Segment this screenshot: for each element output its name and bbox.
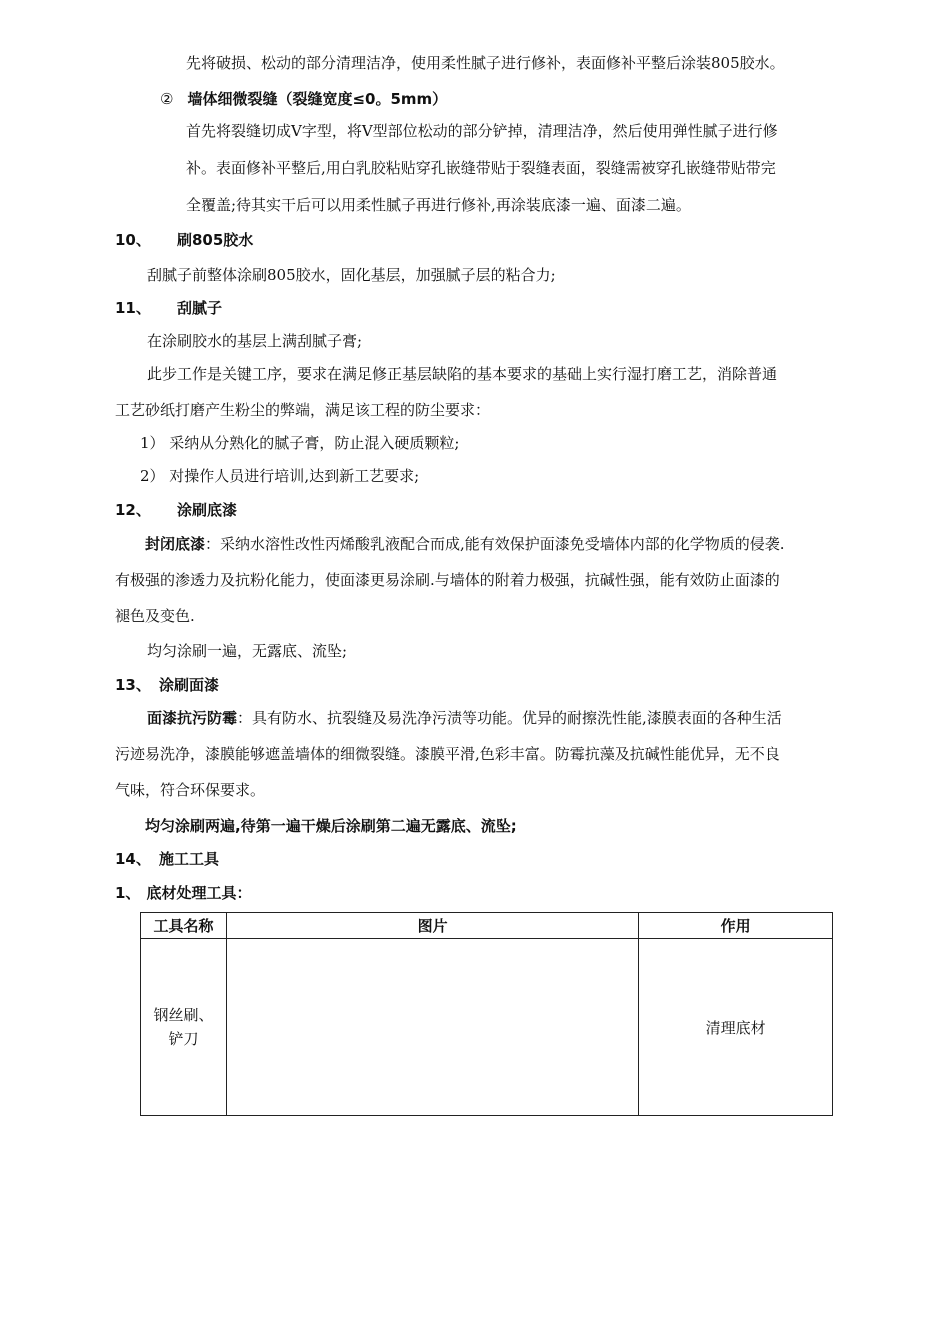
section-number: 11、: [115, 299, 151, 317]
paragraph-line: 均匀涂刷一遍，无露底、流坠;: [147, 642, 348, 660]
paragraph-line: 先将破损、松动的部分清理洁净，使用柔性腻子进行修补，表面修补平整后涂装805胶水。: [186, 54, 785, 72]
table-header-row: [141, 913, 833, 939]
section-heading-10: [115, 230, 253, 250]
paragraph-line: 补。表面修补平整后,用白乳胶粘贴穿孔嵌缝带贴于裂缝表面，裂缝需被穿孔嵌缝带贴带完: [186, 159, 776, 177]
circled-number: ②: [160, 90, 174, 108]
subsection-number: 1、: [115, 884, 141, 902]
paragraph-line: 有极强的渗透力及抗粉化能力，使面漆更易涂刷.与墙体的附着力极强，抗碱性强，能有效防止面漆的: [115, 571, 780, 589]
table-row: [141, 939, 833, 1116]
term-description: ：采纳水溶性改性丙烯酸乳液配合而成,能有效保护面漆免受墙体内部的化学物质的侵袭.: [205, 535, 785, 553]
section-title: 施工工具: [159, 850, 220, 868]
section-number: 12、: [115, 501, 151, 519]
tool-name-line: 钢丝刷、: [153, 1006, 214, 1024]
header-tool-name: 工具名称: [141, 913, 227, 939]
subsection-title: 底材处理工具：: [146, 884, 252, 902]
section-title: 刷805胶水: [177, 231, 254, 249]
subsection-heading: [115, 883, 251, 903]
list-item: 2） 对操作人员进行培训,达到新工艺要求;: [140, 467, 420, 485]
section-number: 10、: [115, 231, 151, 249]
tool-name-line: 铲刀: [168, 1030, 199, 1048]
paragraph-line: 首先将裂缝切成V字型，将V型部位松动的部分铲掉，清理洁净，然后使用弹性腻子进行修: [186, 122, 778, 140]
paragraph-line: [147, 708, 782, 728]
paragraph-line-bold: 均匀涂刷两遍,待第一遍干燥后涂刷第二遍无露底、流坠;: [145, 817, 517, 835]
section-title: 涂刷底漆: [177, 501, 238, 519]
section-title: 刮腻子: [177, 299, 223, 317]
paragraph-line: 在涂刷胶水的基层上满刮腻子膏;: [147, 332, 363, 350]
list-item: 1） 采纳从分熟化的腻子膏，防止混入硬质颗粒;: [140, 434, 460, 452]
header-picture: 图片: [226, 913, 638, 939]
paragraph-line: 气味，符合环保要求。: [115, 781, 266, 799]
section-number: 13、: [115, 676, 151, 694]
term-label: 封闭底漆: [145, 535, 206, 553]
paragraph-line: 此步工作是关键工序，要求在满足修正基层缺陷的基本要求的基础上实行湿打磨工艺，消除普通: [147, 365, 778, 383]
paragraph-line: [145, 534, 785, 554]
paragraph-line: 褪色及变色.: [115, 607, 195, 625]
term-label: 面漆抗污防霉: [147, 709, 238, 727]
cell-tool-name: [141, 939, 227, 1116]
header-use: 作用: [639, 913, 833, 939]
subheading-text: 墙体细微裂缝（裂缝宽度≤0。5mm）: [187, 90, 448, 108]
section-number: 14、: [115, 850, 151, 868]
paragraph-line: 污迹易洗净，漆膜能够遮盖墙体的细微裂缝。漆膜平滑,色彩丰富。防霉抗藻及抗碱性能优异，无不良: [115, 745, 780, 763]
section-title: 涂刷面漆: [159, 676, 220, 694]
cell-use: 清理底材: [639, 939, 833, 1116]
tools-table: [140, 912, 833, 1116]
cell-picture: [226, 939, 638, 1116]
section-heading-12: [115, 500, 237, 520]
subheading-crack: [160, 89, 447, 109]
term-description: ：具有防水、抗裂缝及易洗净污渍等功能。优异的耐擦洗性能,漆膜表面的各种生活: [237, 709, 782, 727]
section-heading-14: [115, 849, 219, 869]
section-heading-11: [115, 298, 222, 318]
section-heading-13: [115, 675, 219, 695]
paragraph-line: 刮腻子前整体涂刷805胶水，固化基层，加强腻子层的粘合力;: [147, 266, 556, 284]
paragraph-line: 全覆盖;待其实干后可以用柔性腻子再进行修补,再涂装底漆一遍、面漆二遍。: [186, 196, 691, 214]
paragraph-line: 工艺砂纸打磨产生粉尘的弊端，满足该工程的防尘要求：: [115, 401, 491, 419]
